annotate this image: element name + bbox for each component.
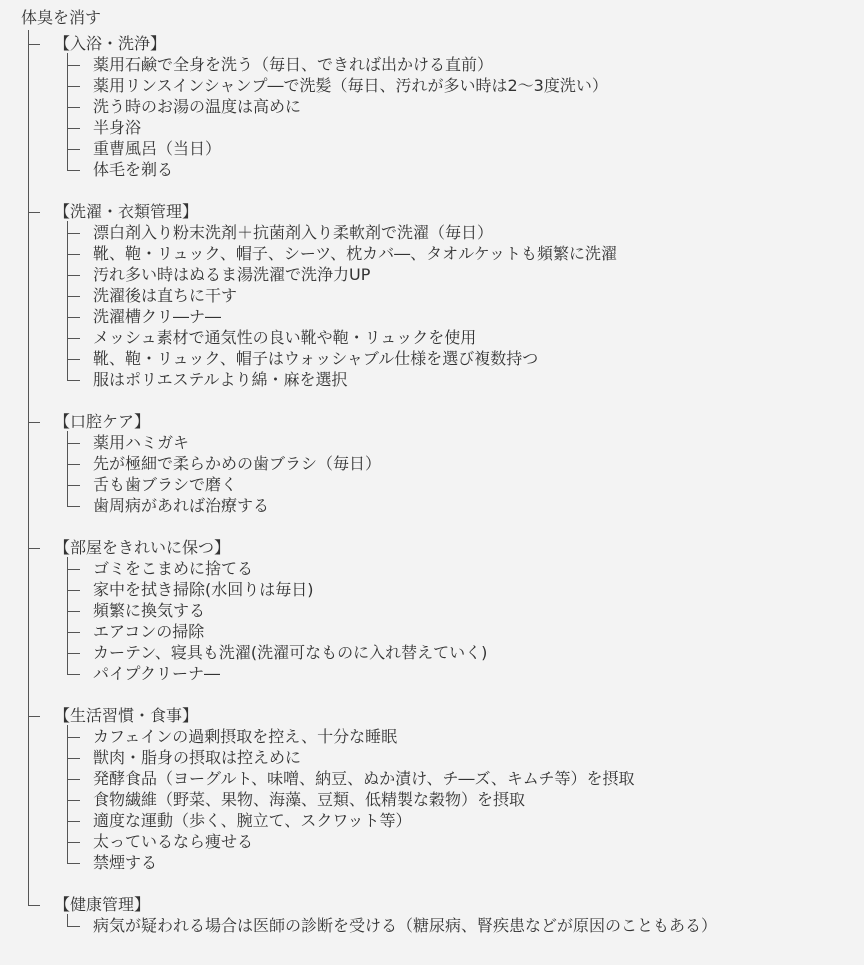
item-label: 重曹風呂（当日）	[93, 139, 222, 158]
item-branch	[67, 107, 80, 108]
item-branch	[67, 254, 80, 255]
item-label: 獣肉・脂身の摂取は控えめに	[93, 748, 302, 767]
category-branch	[28, 548, 40, 549]
item-branch	[67, 779, 80, 780]
item-label: 体毛を剃る	[93, 160, 174, 179]
item-label: 洗濯槽クリ―ナ―	[93, 307, 222, 326]
item-branch	[67, 926, 80, 927]
item-label: 適度な運動（歩く、腕立て、スクワット等）	[93, 811, 412, 830]
item-label: 半身浴	[93, 118, 142, 137]
item-label: 先が極細で柔らかめの歯ブラシ（毎日）	[93, 454, 382, 473]
item-branch	[67, 275, 80, 276]
item-label: 食物繊維（野菜、果物、海藻、豆類、低精製な穀物）を摂取	[93, 790, 526, 809]
item-branch	[67, 737, 80, 738]
sub-trunk	[67, 725, 68, 863]
item-label: 洗う時のお湯の温度は高めに	[93, 97, 302, 116]
category-branch	[28, 905, 40, 906]
item-label: 発酵食品（ヨーグルト、味噌、納豆、ぬか漬け、チ―ズ、キムチ等）を摂取	[93, 769, 635, 788]
item-branch	[67, 317, 80, 318]
item-label: 薬用石鹸で全身を洗う（毎日、できれば出かける直前）	[93, 55, 494, 74]
item-branch	[67, 380, 80, 381]
item-branch	[67, 485, 80, 486]
category-label: 【生活習慣・食事】	[54, 706, 199, 725]
item-branch	[67, 758, 80, 759]
item-label: 靴、鞄・リュック、帽子、シーツ、枕カバ―、タオルケットも頻繁に洗濯	[93, 244, 618, 263]
item-branch	[67, 338, 80, 339]
item-label: 禁煙する	[93, 853, 158, 872]
category-branch	[28, 716, 40, 717]
item-label: 太っているなら痩せる	[93, 832, 254, 851]
item-branch	[67, 464, 80, 465]
item-branch	[67, 821, 80, 822]
item-branch	[67, 359, 80, 360]
item-label: メッシュ素材で通気性の良い靴や鞄・リュックを使用	[93, 328, 477, 347]
category-label: 【洗濯・衣類管理】	[54, 202, 199, 221]
item-branch	[67, 632, 80, 633]
item-branch	[67, 443, 80, 444]
item-branch	[67, 149, 80, 150]
item-branch	[67, 296, 80, 297]
category-label: 【口腔ケア】	[54, 412, 151, 431]
category-branch	[28, 212, 40, 213]
item-label: 洗濯後は直ちに干す	[93, 286, 238, 305]
item-branch	[67, 128, 80, 129]
sub-trunk	[67, 221, 68, 380]
item-branch	[67, 170, 80, 171]
category-label: 【入浴・洗浄】	[54, 34, 167, 53]
item-label: カーテン、寝具も洗濯(洗濯可なものに入れ替えていく)	[93, 643, 488, 662]
category-branch	[28, 422, 40, 423]
item-label: 舌も歯ブラシで磨く	[93, 475, 238, 494]
item-label: 薬用ハミガキ	[93, 433, 190, 452]
item-branch	[67, 233, 80, 234]
main-trunk	[28, 30, 29, 905]
item-branch	[67, 674, 80, 675]
item-label: ゴミをこまめに捨てる	[93, 559, 254, 578]
item-label: 頻繁に換気する	[93, 601, 206, 620]
item-branch	[67, 842, 80, 843]
item-branch	[67, 506, 80, 507]
item-branch	[67, 800, 80, 801]
sub-trunk	[67, 53, 68, 170]
item-label: 靴、鞄・リュック、帽子はウォッシャブル仕様を選び複数持つ	[93, 349, 539, 368]
item-branch	[67, 653, 80, 654]
sub-trunk	[67, 914, 68, 926]
item-label: 歯周病があれば治療する	[93, 496, 270, 515]
item-label: カフェインの過剰摂取を控え、十分な睡眠	[93, 727, 398, 746]
sub-trunk	[67, 557, 68, 674]
item-label: 家中を拭き掃除(水回りは毎日)	[93, 580, 314, 599]
item-label: パイプクリーナ―	[93, 664, 221, 683]
item-branch	[67, 590, 80, 591]
sub-trunk	[67, 431, 68, 506]
item-branch	[67, 86, 80, 87]
item-label: 汚れ多い時はぬるま湯洗濯で洗浄力UP	[93, 265, 371, 284]
item-branch	[67, 65, 80, 66]
category-label: 【健康管理】	[54, 895, 151, 914]
item-label: エアコンの掃除	[93, 622, 205, 641]
item-branch	[67, 863, 80, 864]
item-branch	[67, 611, 80, 612]
category-branch	[28, 44, 40, 45]
item-label: 病気が疑われる場合は医師の診断を受ける（糖尿病、腎疾患などが原因のこともある）	[93, 916, 718, 935]
category-label: 【部屋をきれいに保つ】	[54, 538, 231, 557]
item-branch	[67, 569, 80, 570]
item-label: 薬用リンスインシャンプ―で洗髪（毎日、汚れが多い時は2～3度洗い）	[93, 76, 608, 95]
item-label: 漂白剤入り粉末洗剤＋抗菌剤入り柔軟剤で洗濯（毎日）	[93, 223, 494, 242]
root-title: 体臭を消す	[21, 8, 102, 27]
item-label: 服はポリエステルより綿・麻を選択	[93, 370, 348, 389]
